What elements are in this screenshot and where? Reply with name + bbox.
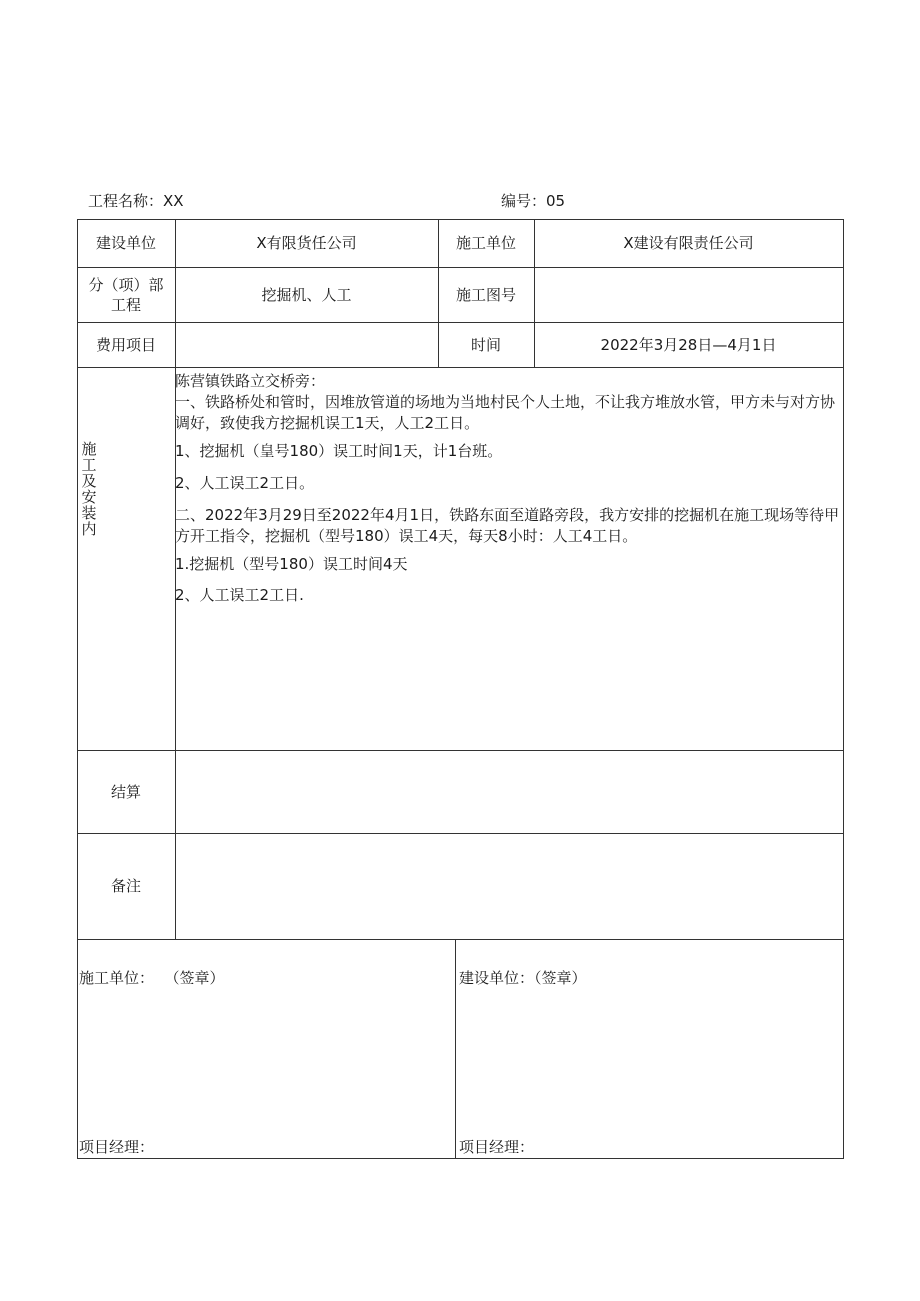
side-label-char: 内 <box>81 520 97 538</box>
project-name-value: XX <box>163 192 184 210</box>
content-line: 2、人工误工2工日。 <box>175 474 315 492</box>
builder-seal: （签章） <box>534 969 587 987</box>
contractor-signature <box>79 967 225 988</box>
construction-content-label <box>81 441 97 537</box>
side-label-char: 及 <box>81 472 97 490</box>
settlement-value <box>175 750 843 833</box>
builder-label: 建设单位 <box>95 234 156 252</box>
builder-signature-label: 建设单位： <box>459 969 535 987</box>
remarks-value <box>175 833 843 939</box>
claim-form-table <box>77 219 844 1159</box>
project-name <box>88 190 184 211</box>
table-border-bottom <box>77 1158 844 1159</box>
drawing-value <box>534 267 843 322</box>
subproject-label-line2: 工程 <box>110 295 141 314</box>
number-label: 编号： <box>501 192 547 210</box>
row-divider <box>77 367 844 368</box>
cost-value <box>175 322 438 367</box>
builder-value: X有限货任公司 <box>256 234 357 252</box>
settlement-label: 结算 <box>110 782 141 801</box>
subproject-value: 挖掘机、人工 <box>261 285 352 304</box>
project-manager-left: 项目经理： <box>79 1138 155 1156</box>
row-divider <box>77 939 844 940</box>
table-border-right <box>843 219 844 1159</box>
builder-signature <box>459 967 587 988</box>
drawing-label: 施工图号 <box>455 285 516 304</box>
remarks-label: 备注 <box>110 877 141 895</box>
time-value: 2022年3月28日—4月1日 <box>600 335 777 354</box>
project-name-label: 工程名称： <box>88 192 164 210</box>
document-number <box>501 190 565 211</box>
cost-label: 费用项目 <box>95 335 156 354</box>
side-label-char: 工 <box>81 456 97 474</box>
content-line: 1、挖掘机（皇号180）误工时间1天，计1台班。 <box>175 442 503 460</box>
content-line: 一、铁路桥处和管时，因堆放管道的场地为当地村民个人土地，不让我方堆放水管，甲方未与对方协调好，致使我方挖掘机误工1天，人工2工日。 <box>175 393 836 432</box>
number-value: 05 <box>546 192 566 210</box>
contractor-label: 施工单位 <box>455 234 516 252</box>
content-line: 陈营镇铁路立交桥旁： <box>175 372 326 390</box>
subproject-label <box>77 267 175 322</box>
content-line: 二、2022年3月29日至2022年4月1日，铁路东面至道路旁段，我方安排的挖掘机在施工现场等待甲方开工指令，挖掘机（型号180）误工4天，每天8小时：人工4工日。 <box>175 506 840 545</box>
project-manager-right: 项目经理： <box>459 1138 535 1156</box>
content-line: 1.挖掘机（型号180）误工时间4天 <box>175 555 408 573</box>
side-label-char: 施 <box>81 440 97 458</box>
time-label: 时间 <box>470 335 501 354</box>
side-label-char: 装 <box>81 504 97 522</box>
subproject-label-line1: 分（项）部 <box>88 275 164 294</box>
construction-content <box>175 371 840 606</box>
contractor-signature-label: 施工单位： <box>79 969 155 987</box>
contractor-seal: （签章） <box>172 969 225 987</box>
content-line: 2、人工误工2工日. <box>175 586 304 604</box>
contractor-value: X建设有限责任公司 <box>623 234 754 252</box>
side-label-char: 安 <box>81 488 97 506</box>
column-divider <box>455 939 456 1158</box>
